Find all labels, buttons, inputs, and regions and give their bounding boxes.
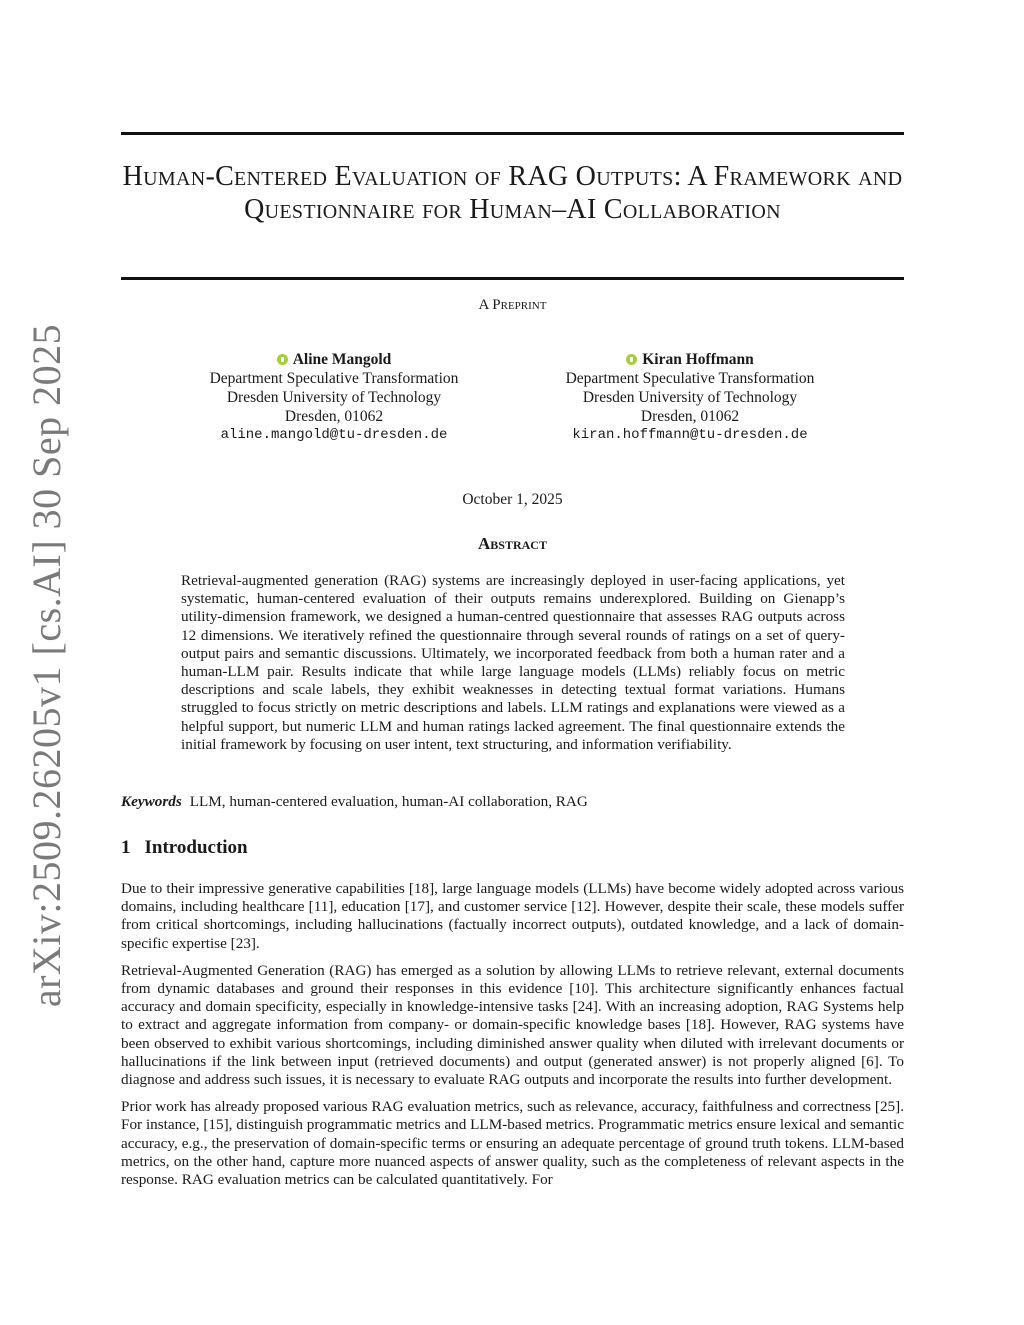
introduction-body [121, 880, 904, 1198]
author-university: Dresden University of Technology [582, 389, 798, 406]
title-rule-bottom [121, 277, 904, 280]
author-city: Dresden, 01062 [640, 408, 740, 425]
keywords-text: LLM, human-centered evaluation, human-AI collaboration, RAG [189, 793, 588, 810]
section-title: Introduction [144, 837, 248, 858]
author-block-2 [530, 350, 850, 445]
author-email[interactable]: aline.mangold@tu-dresden.de [220, 427, 448, 443]
author-city: Dresden, 01062 [284, 408, 384, 425]
title-rule-top [121, 132, 904, 135]
preprint-label: A Preprint [478, 297, 547, 313]
author-university: Dresden University of Technology [226, 389, 442, 406]
body-paragraph: Retrieval-Augmented Generation (RAG) has emerged as a solution by allowing LLMs to retrieve relevant, external documents from dynamic databases and ground their responses in this evidence [10]. This architecture significantly enhances factual accuracy and domain specificity, especially in knowledge-intensive tasks [24]. With an increasing adoption, RAG Systems help to extract and aggregate information from company- or domain-specific knowledge bases [18]. However, RAG systems have been observed to exhibit various shortcomings, including diminished answer quality when diluted with irrelevant documents or hallucinations if the link between input (retrieved documents) and output (generated answer) is not properly aligned [6]. To diagnose and address such issues, it is necessary to evaluate RAG outputs and incorporate the results into further development. [121, 961, 904, 1089]
author-name: Aline Mangold [292, 351, 392, 368]
author-block-1 [174, 350, 494, 445]
section-heading-introduction [121, 837, 248, 859]
abstract-text: Retrieval-augmented generation (RAG) systems are increasingly deployed in user-facing applications, yet systematic, human-centered evaluation of their outputs remains underexplored. Building on Gienapp’s utility-dimension framework, we designed a human-centred questionnaire that assesses RAG outputs across 12 dimensions. We iteratively refined the questionnaire through several rounds of ratings on a set of query-output pairs and semantic discussions. Ultimately, we incorporated feedback from both a human rater and a human-LLM pair. Results indicate that while large language models (LLMs) reliably focus on metric descriptions and scale labels, they exhibit weaknesses in detecting textual format variations. Humans struggled to focus strictly on metric descriptions and labels. LLM ratings and explanations were viewed as a helpful support, but numeric LLM and human ratings lacked agreement. The final questionnaire extends the initial framework by focusing on user intent, text structuring, and information verifiability. [181, 572, 845, 753]
paper-date: October 1, 2025 [462, 491, 563, 508]
author-department: Department Speculative Transformation [565, 370, 815, 387]
paper-title: Human-Centered Evaluation of RAG Outputs: A Framework and Questionnaire for Human–AI Collaboration [122, 161, 903, 225]
body-paragraph: Due to their impressive generative capabilities [18], large language models (LLMs) have become widely adopted across various domains, including healthcare [11], education [17], and customer service [12]. However, despite their scale, these models suffer from critical shortcomings, including hallucinations (factually incorrect outputs), outdated knowledge, and a lack of domain-specific expertise [23]. [121, 880, 904, 952]
keywords-label: Keywords [121, 793, 182, 810]
author-name: Kiran Hoffmann [642, 351, 754, 368]
arxiv-stamp [20, 323, 74, 1007]
keywords-line [121, 793, 904, 811]
author-department: Department Speculative Transformation [209, 370, 459, 387]
abstract-heading: Abstract [478, 534, 547, 553]
orcid-icon[interactable] [626, 354, 637, 365]
author-email[interactable]: kiran.hoffmann@tu-dresden.de [572, 427, 808, 443]
body-paragraph: Prior work has already proposed various RAG evaluation metrics, such as relevance, accuracy, faithfulness and correctness [25]. For instance, [15], distinguish programmatic metrics and LLM-based metrics. Programmatic metrics ensure lexical and semantic accuracy, e.g., the preservation of domain-specific terms or ensuring an adequate percentage of ground truth tokens. LLM-based metrics, on the other hand, capture more nuanced aspects of answer quality, such as the completeness of relevant aspects in the response. RAG evaluation metrics can be calculated quantitatively. For [121, 1098, 904, 1189]
author-name-row [530, 350, 850, 369]
section-number: 1 [121, 837, 131, 858]
arxiv-stamp-text: arXiv:2509.26205v1 [cs.AI] 30 Sep 2025 [24, 323, 70, 1007]
orcid-icon[interactable] [277, 354, 288, 365]
author-name-row [174, 350, 494, 369]
